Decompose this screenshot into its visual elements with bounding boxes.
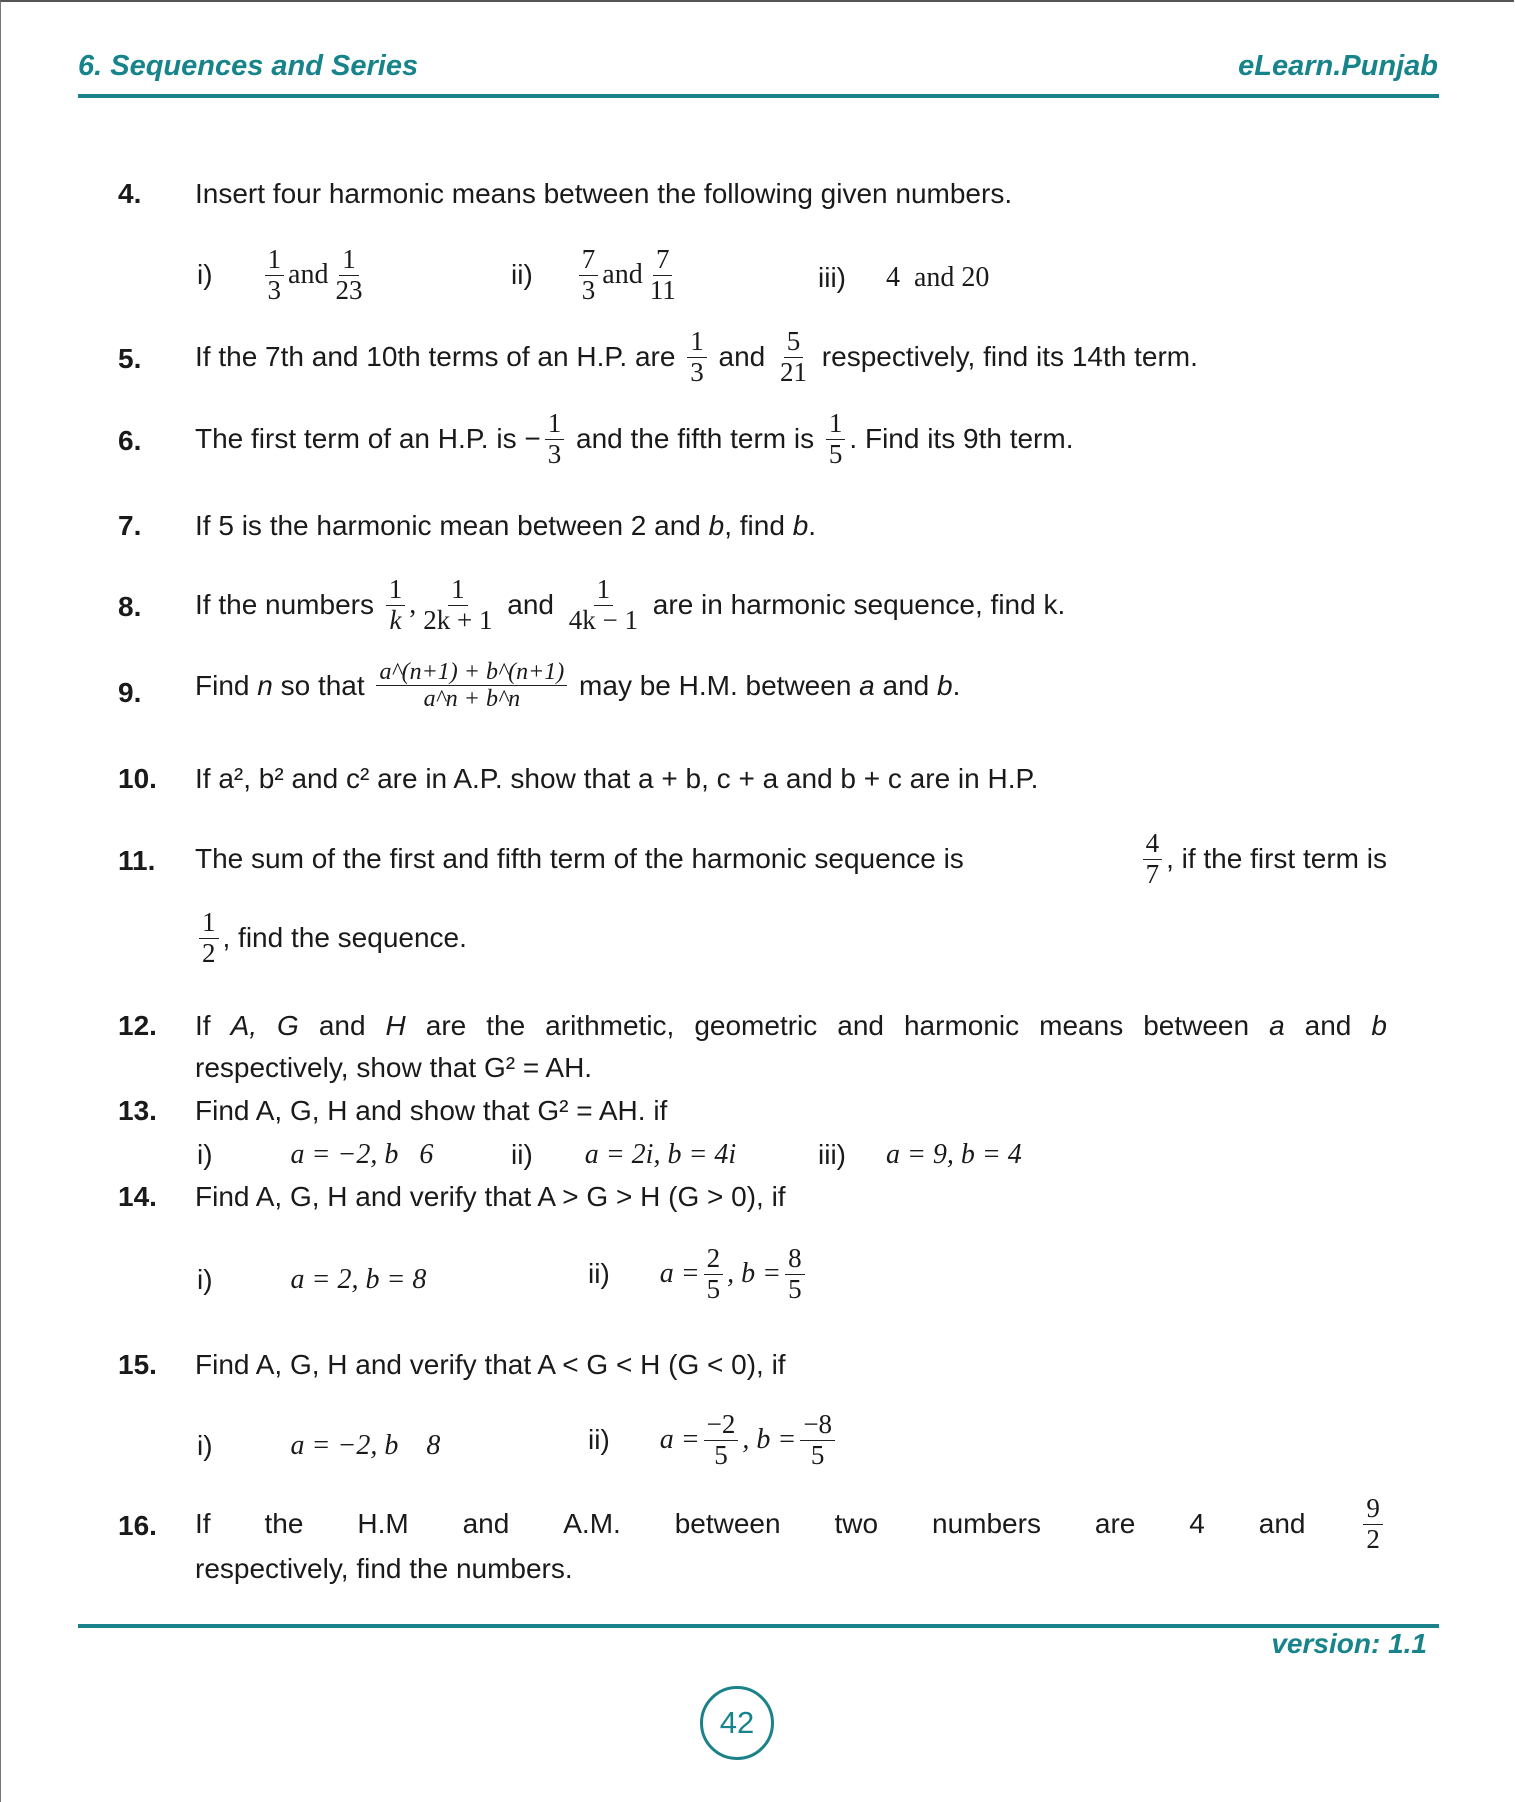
fraction: 5 21 xyxy=(780,326,808,387)
fraction: 4 7 xyxy=(1143,829,1163,889)
problem-7-text: If 5 is the harmonic mean between 2 and b , find b . xyxy=(195,510,817,541)
problem-12-line-1 xyxy=(195,1010,1387,1042)
problem-5-text: If the 7th and 10th terms of an H.P. are 1 3 and 5 21 respectively, find its 14th term. xyxy=(195,326,1198,387)
word: between xyxy=(1143,1010,1250,1041)
part-label: ii) xyxy=(511,259,533,291)
fraction: 1 5 xyxy=(826,409,846,469)
problem-number: 9. xyxy=(118,677,142,708)
problem-4-part-ii: ii) 7 3 and 7 11 xyxy=(511,245,683,305)
problem-4-text: Insert four harmonic means between the following given numbers. xyxy=(195,178,1013,209)
problem-number: 14. xyxy=(118,1181,157,1212)
fraction: $\frac{2}{5}$ xyxy=(704,1244,724,1304)
word: If xyxy=(195,1508,211,1540)
fraction: a^(n+1) + b^(n+1) a^n + b^n xyxy=(376,659,567,713)
fraction: 1 k xyxy=(386,575,406,635)
word: A.M. xyxy=(563,1508,621,1540)
problem-14-part-ii: ii) a = $\frac{2}{5}$ , b = $\frac{8}{5}$ xyxy=(588,1244,809,1304)
chapter-title: 6. Sequences and Series xyxy=(78,50,419,82)
word: and xyxy=(1304,1010,1352,1041)
problem-number: 11. xyxy=(118,845,156,876)
word: means xyxy=(1039,1010,1124,1041)
word: geometric xyxy=(694,1010,818,1041)
part-label: i) xyxy=(197,259,213,291)
word: A, xyxy=(230,1010,258,1041)
fraction: 1 23 xyxy=(335,244,363,305)
problem-number: 7. xyxy=(118,510,142,541)
problem-4-part-iii: iii) 4 and 20 xyxy=(818,262,990,293)
problem-13-part-ii: ii) a = 2i, b = 4i xyxy=(511,1139,737,1170)
problem-14-text: Find A, G, H and verify that A > G > H (G > 0), if xyxy=(195,1181,786,1212)
word: 4 xyxy=(1189,1508,1205,1540)
problem-16-line-1 xyxy=(195,1494,1387,1554)
word: and xyxy=(1258,1508,1306,1540)
problem-12-line-2: respectively, show that G² = AH. xyxy=(195,1052,593,1083)
fraction: 1 2k + 1 xyxy=(423,574,493,635)
problem-10-text: If a², b² and c² are in A.P. show that a + b, c + a and b + c are in H.P. xyxy=(195,763,1039,794)
problem-6-text: The first term of an H.P. is − $\frac{1}{3}$ and the fifth term is 1 5 . Find its 9th term. xyxy=(195,408,1074,469)
word: H.M xyxy=(357,1508,409,1540)
problem-number: 12. xyxy=(118,1010,157,1041)
problem-number: 10. xyxy=(118,763,157,794)
problem-15-part-ii: ii) a = $\frac{-2}{5}$ , b = $\frac{-8}{5}$ xyxy=(588,1410,839,1470)
problem-9-text: Find n so that a^(n+1) + b^(n+1) a^n + b^n may be H.M. between a and b . xyxy=(195,659,961,713)
word: b xyxy=(1371,1010,1387,1041)
brand-name: eLearn.Punjab xyxy=(1238,50,1438,82)
fraction: 7 11 xyxy=(649,244,676,305)
problem-number: 5. xyxy=(118,343,142,374)
word: harmonic xyxy=(903,1010,1020,1041)
problem-8-text: If the numbers 1 k , 1 2k + 1 and 1 4k − 1 are in harmonic sequence, find k. xyxy=(195,574,1066,635)
header-rule xyxy=(78,94,1439,98)
word: arithmetic, xyxy=(545,1010,675,1041)
fraction: $\frac{-2}{5}$ xyxy=(704,1410,739,1470)
problem-13-part-iii: iii) a = 9, b = 4 xyxy=(818,1139,1022,1170)
footer-rule xyxy=(78,1624,1439,1628)
version-label: version: 1.1 xyxy=(1271,1628,1427,1659)
fraction: 7 3 xyxy=(579,245,599,305)
word: H xyxy=(385,1010,406,1041)
problem-number: 6. xyxy=(118,425,142,456)
fraction: 1 2 xyxy=(199,908,219,968)
part-label: iii) xyxy=(818,262,846,293)
word: are xyxy=(1094,1508,1136,1540)
page-number: 42 xyxy=(700,1686,774,1760)
problem-number: 4. xyxy=(118,178,142,209)
fraction: $\frac{8}{5}$ xyxy=(785,1244,805,1304)
problem-number: 13. xyxy=(118,1095,157,1126)
problem-11-line-1: The sum of the first and fifth term of the harmonic sequence is 4 7 , if the first term is xyxy=(195,828,1387,889)
word: between xyxy=(674,1508,781,1540)
problem-15-part-i: i) a = −2, b 8 xyxy=(197,1430,441,1461)
word: two xyxy=(834,1508,879,1540)
word: a xyxy=(1269,1010,1285,1041)
problem-13-text: Find A, G, H and show that G² = AH. if xyxy=(195,1095,668,1126)
problem-number: 15. xyxy=(118,1349,157,1380)
word: numbers xyxy=(932,1508,1041,1540)
fraction: $\frac{1}{3}$ xyxy=(545,409,565,469)
problem-14-part-i: i) a = 2, b = 8 xyxy=(197,1264,427,1295)
fraction: 1 3 xyxy=(687,327,707,387)
problem-13-part-i: i) a = −2, b 6 xyxy=(197,1139,434,1170)
problem-11-line-2: 1 2 , find the sequence. xyxy=(195,908,467,968)
word: are xyxy=(425,1010,467,1041)
problem-4-part-i: i) 1 3 and 1 23 xyxy=(197,245,369,305)
word: the xyxy=(486,1010,526,1041)
word: and xyxy=(462,1508,510,1540)
fraction: 1 3 xyxy=(265,245,285,305)
word: and xyxy=(837,1010,884,1041)
word: the xyxy=(264,1508,304,1540)
problem-16-line-2: respectively, find the numbers. xyxy=(195,1553,573,1584)
problem-number: 8. xyxy=(118,591,142,622)
fraction: 9 2 xyxy=(1363,1494,1383,1554)
problem-number: 16. xyxy=(118,1510,157,1541)
word: G xyxy=(277,1010,299,1041)
fraction: $\frac{-8}{5}$ xyxy=(800,1410,835,1470)
problem-15-text: Find A, G, H and verify that A < G < H (G < 0), if xyxy=(195,1349,786,1380)
word: and xyxy=(318,1010,366,1041)
fraction: 1 4k − 1 xyxy=(568,574,639,635)
word: If xyxy=(195,1010,211,1041)
